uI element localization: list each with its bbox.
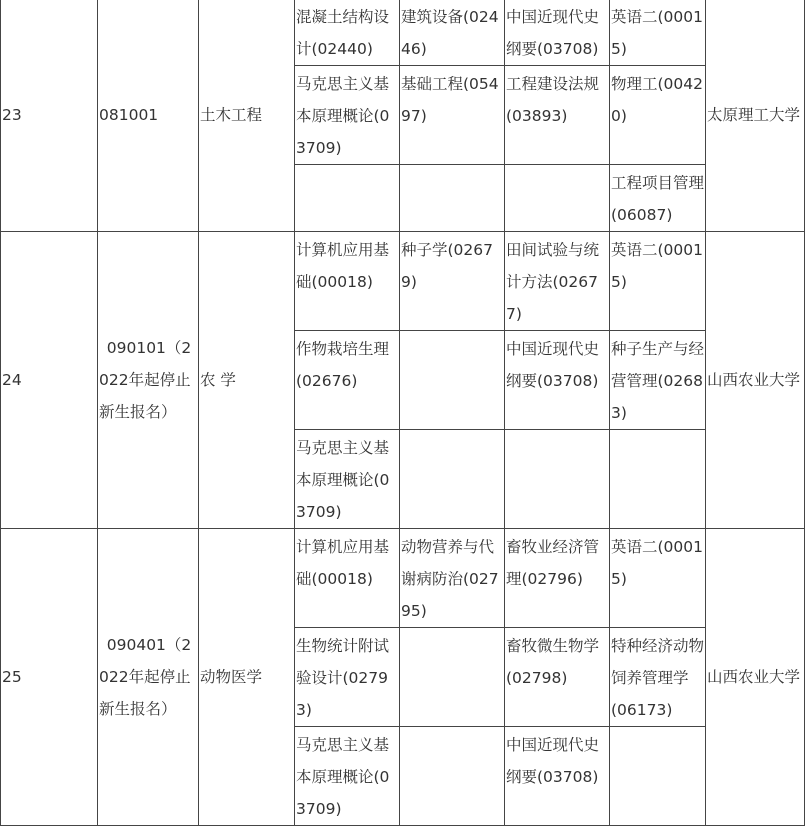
course-cell: 计算机应用基础(00018) [295, 232, 400, 331]
school-name: 山西农业大学 [706, 529, 805, 826]
course-cell [400, 165, 505, 232]
major-name: 农 学 [199, 232, 295, 529]
course-cell [400, 430, 505, 529]
school-name: 太原理工大学 [706, 0, 805, 232]
course-cell: 工程建设法规(03893) [505, 66, 610, 165]
school-name: 山西农业大学 [706, 232, 805, 529]
course-cell: 物理工(00420) [610, 66, 706, 165]
major-code-value: 090101 [106, 339, 166, 357]
course-cell: 作物栽培生理(02676) [295, 331, 400, 430]
course-cell: 畜牧业经济管理(02796) [505, 529, 610, 628]
major-code-value: 081001 [99, 106, 159, 124]
table-row [1, 0, 805, 66]
course-cell [295, 165, 400, 232]
major-code-note: （2022年起停止新生报名） [99, 339, 192, 421]
table-row [1, 232, 805, 331]
course-cell: 畜牧微生物学(02798) [505, 628, 610, 727]
course-cell: 种子生产与经营管理(02683) [610, 331, 706, 430]
course-cell: 马克思主义基本原理概论(03709) [295, 66, 400, 165]
course-cell: 工程项目管理(06087) [610, 165, 706, 232]
course-cell: 中国近现代史纲要(03708) [505, 727, 610, 826]
course-cell: 动物营养与代谢病防治(02795) [400, 529, 505, 628]
course-cell: 马克思主义基本原理概论(03709) [295, 430, 400, 529]
major-number: 23 [1, 0, 98, 232]
course-cell: 生物统计附试验设计(02793) [295, 628, 400, 727]
course-cell [610, 430, 706, 529]
major-code-note: （2022年起停止新生报名） [99, 636, 192, 718]
major-number: 25 [1, 529, 98, 826]
course-cell [610, 727, 706, 826]
course-cell: 田间试验与统计方法(02677) [505, 232, 610, 331]
course-cell: 混凝土结构设计(02440) [295, 0, 400, 66]
major-code [98, 529, 199, 826]
course-cell: 计算机应用基础(00018) [295, 529, 400, 628]
course-cell: 英语二(00015) [610, 529, 706, 628]
major-code [98, 0, 199, 232]
course-cell: 建筑设备(02446) [400, 0, 505, 66]
table-row [1, 529, 805, 628]
course-cell [400, 331, 505, 430]
major-name: 土木工程 [199, 0, 295, 232]
major-code-value: 090401 [106, 636, 166, 654]
major-name: 动物医学 [199, 529, 295, 826]
course-cell: 中国近现代史纲要(03708) [505, 331, 610, 430]
course-cell: 英语二(00015) [610, 0, 706, 66]
course-cell: 种子学(02679) [400, 232, 505, 331]
course-cell [505, 430, 610, 529]
major-code [98, 232, 199, 529]
course-cell: 基础工程(05497) [400, 66, 505, 165]
course-cell [400, 628, 505, 727]
course-cell: 马克思主义基本原理概论(03709) [295, 727, 400, 826]
course-cell [400, 727, 505, 826]
course-cell: 中国近现代史纲要(03708) [505, 0, 610, 66]
major-number: 24 [1, 232, 98, 529]
course-cell: 特种经济动物饲养管理学(06173) [610, 628, 706, 727]
course-cell [505, 165, 610, 232]
course-cell: 英语二(00015) [610, 232, 706, 331]
